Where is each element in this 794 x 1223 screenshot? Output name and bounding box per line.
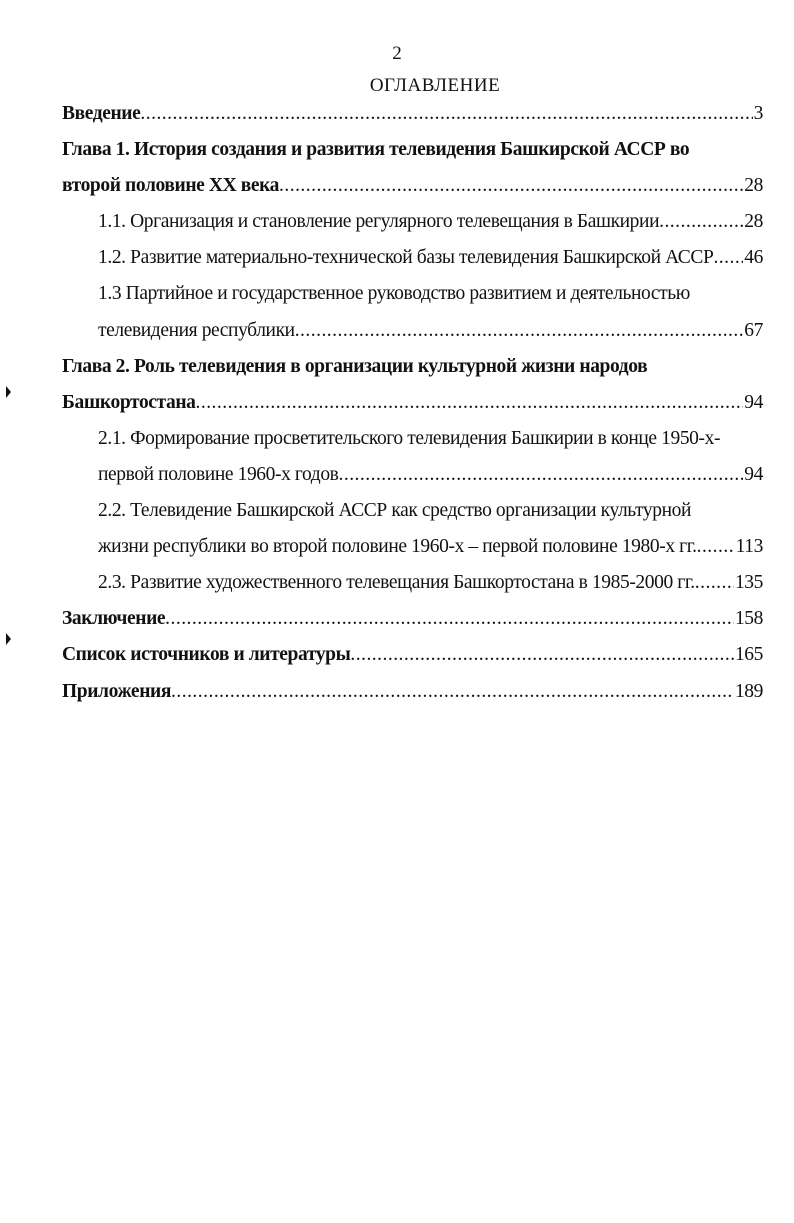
- dot-leader: [659, 204, 743, 240]
- dot-leader: [350, 637, 734, 673]
- toc-entry-text: 2.2. Телевидение Башкирской АССР как средство организации культурной: [98, 500, 692, 522]
- dot-leader: [196, 385, 744, 421]
- toc-entry: [62, 457, 763, 493]
- toc-entry-text: 1.2. Развитие материально-технической базы телевидения Башкирской АССР: [98, 247, 714, 269]
- margin-mark-icon: [6, 386, 11, 398]
- toc-entry-page: 165: [734, 644, 763, 666]
- toc-entry-text: Глава 2. Роль телевидения в организации культурной жизни народов: [62, 355, 648, 377]
- toc-entry: [62, 349, 763, 385]
- toc-entry-page: 3: [753, 103, 763, 124]
- dot-leader: [140, 96, 752, 132]
- toc-entry-text: жизни республики во второй половине 1960-х – первой половине 1980-х гг.: [98, 536, 697, 558]
- toc-entry: [62, 529, 763, 565]
- toc-entry-text: Глава 1. История создания и развития телевидения Башкирской АССР во: [62, 139, 690, 161]
- toc-title: ОГЛАВЛЕНИЕ: [369, 75, 501, 96]
- toc-entry-text: Введение: [62, 103, 141, 124]
- toc-entry: [62, 674, 763, 710]
- toc-entry-page: 94: [744, 463, 763, 485]
- toc-entry-text: 2.1. Формирование просветительского телевидения Башкирии в конце 1950-х-: [98, 427, 721, 449]
- toc-entry-text: Список источников и литературы: [62, 644, 351, 666]
- dot-leader: [295, 313, 744, 349]
- toc-entry: [62, 132, 763, 168]
- toc-entry-page: 46: [744, 247, 763, 269]
- toc-entry-page: 113: [735, 536, 763, 558]
- toc-entry-page: 67: [744, 319, 763, 341]
- toc-entry-text: 1.1. Организация и становление регулярного телевещания в Башкирии: [98, 211, 660, 233]
- toc-entry-text: Заключение: [62, 608, 166, 630]
- toc-entry-page: 135: [734, 572, 763, 594]
- table-of-contents: [62, 96, 763, 710]
- dot-leader: [339, 457, 744, 493]
- dot-leader: [279, 168, 743, 204]
- toc-entry-page: 28: [744, 175, 763, 197]
- toc-entry: [62, 313, 763, 349]
- toc-entry-page: 28: [744, 211, 763, 233]
- toc-entry: [62, 493, 763, 529]
- toc-entry: [62, 601, 763, 637]
- toc-entry: [62, 637, 763, 673]
- toc-entry: [62, 421, 763, 457]
- dot-leader: [713, 240, 743, 276]
- toc-entry: [62, 240, 763, 276]
- toc-entry: [62, 96, 763, 132]
- toc-entry-text: 1.3 Партийное и государственное руководство развитием и деятельностью: [98, 283, 690, 305]
- toc-entry-text: первой половине 1960-х годов: [98, 463, 339, 485]
- toc-entry-text: телевидения республики: [98, 319, 295, 341]
- toc-entry-text: Приложения: [62, 680, 172, 702]
- toc-entry-page: 158: [734, 608, 763, 630]
- toc-entry: [62, 204, 763, 240]
- toc-entry: [62, 565, 763, 601]
- dot-leader: [697, 529, 735, 565]
- toc-entry-page: 94: [744, 391, 763, 413]
- margin-mark-icon: [6, 633, 11, 645]
- dot-leader: [165, 601, 734, 637]
- toc-entry: [62, 385, 763, 421]
- page-number: 2: [392, 43, 402, 64]
- toc-entry: [62, 276, 763, 312]
- toc-entry-text: Башкортостана: [62, 391, 196, 413]
- dot-leader: [695, 565, 734, 601]
- toc-entry: [62, 168, 763, 204]
- dot-leader: [171, 674, 734, 710]
- toc-entry-text: второй половине XX века: [62, 175, 280, 197]
- toc-entry-text: 2.3. Развитие художественного телевещания Башкортостана в 1985-2000 гг.: [98, 572, 695, 594]
- toc-entry-page: 189: [734, 680, 763, 702]
